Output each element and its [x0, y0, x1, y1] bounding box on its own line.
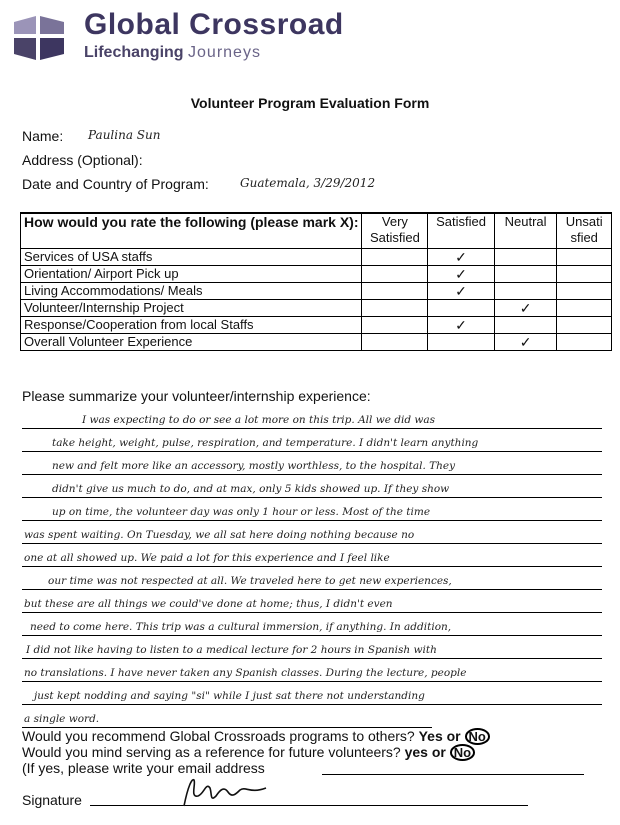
rating-cell[interactable]: ✓	[428, 266, 494, 283]
column-very-satisfied: Very Satisfied	[362, 213, 428, 249]
summary-line-text: one at all showed up. We paid a lot for this experience and I feel like	[24, 552, 390, 564]
summary-line-text: take height, weight, pulse, respiration, and temperature. I didn't learn anything	[52, 437, 479, 449]
rating-cell[interactable]	[494, 283, 557, 300]
email-line[interactable]	[322, 774, 584, 775]
summary-line	[22, 521, 602, 544]
rating-row	[21, 266, 612, 283]
rating-cell[interactable]	[428, 334, 494, 351]
rating-row	[21, 249, 612, 266]
rating-row	[21, 283, 612, 300]
summary-line	[22, 636, 602, 659]
address-label: Address (Optional):	[22, 152, 143, 168]
recommend-yes[interactable]: Yes or	[418, 728, 461, 744]
logo-icon	[8, 12, 68, 64]
summary-line-text: was spent waiting. On Tuesday, we all sat here doing nothing because no	[24, 529, 415, 541]
recommend-no-circled[interactable]: No	[465, 728, 490, 745]
rating-header-row	[21, 213, 612, 249]
rating-cell[interactable]	[557, 334, 612, 351]
rating-cell[interactable]	[362, 300, 428, 317]
rating-cell[interactable]: ✓	[494, 300, 557, 317]
reference-question	[22, 744, 475, 761]
summary-line-text: our time was not respected at all. We traveled here to get new experiences,	[48, 575, 452, 587]
summary-line-text: I was expecting to do or see a lot more on this trip. All we did was	[82, 414, 436, 426]
rating-cell[interactable]	[428, 300, 494, 317]
rating-cell[interactable]	[362, 283, 428, 300]
brand-tagline	[84, 44, 261, 62]
rating-cell[interactable]	[557, 283, 612, 300]
rating-item: Orientation/ Airport Pick up	[21, 266, 362, 283]
column-satisfied: Satisfied	[428, 213, 494, 249]
rating-cell[interactable]	[494, 249, 557, 266]
summary-line-text: I did not like having to listen to a medical lecture for 2 hours in Spanish with	[26, 644, 437, 656]
tagline-light: Journeys	[188, 44, 261, 61]
name-value[interactable]: Paulina Sun	[88, 128, 161, 142]
rating-cell[interactable]	[494, 266, 557, 283]
rating-question: How would you rate the following (please mark X):	[21, 213, 362, 249]
summary-line-text: need to come here. This trip was a cultural immersion, if anything. In addition,	[30, 621, 452, 633]
summary-line	[22, 567, 602, 590]
reference-yes[interactable]: yes or	[404, 744, 446, 760]
summary-line-text: no translations. I have never taken any Spanish classes. During the lecture, people	[24, 667, 467, 679]
summary-line	[22, 406, 602, 429]
rating-cell[interactable]	[362, 317, 428, 334]
summary-line	[22, 613, 602, 636]
rating-cell[interactable]: ✓	[428, 249, 494, 266]
rating-cell[interactable]: ✓	[494, 334, 557, 351]
rating-cell[interactable]	[557, 249, 612, 266]
signature-line[interactable]	[90, 805, 528, 806]
summary-question: Please summarize your volunteer/internship experience:	[22, 388, 371, 404]
summary-line-text: but these are all things we could've done at home; thus, I didn't even	[24, 598, 393, 610]
summary-line	[22, 475, 602, 498]
rating-cell[interactable]	[362, 334, 428, 351]
summary-line	[22, 682, 602, 705]
rating-cell[interactable]: ✓	[428, 317, 494, 334]
column-unsatisfied: Unsati sfied	[557, 213, 612, 249]
rating-cell[interactable]	[362, 249, 428, 266]
summary-line	[22, 659, 602, 682]
name-label: Name:	[22, 128, 64, 144]
recommend-question-text: Would you recommend Global Crossroads programs to others?	[22, 728, 415, 744]
date-country-value[interactable]: Guatemala, 3/29/2012	[240, 176, 376, 190]
rating-cell[interactable]	[557, 300, 612, 317]
brand-name: Global Crossroad	[84, 8, 344, 41]
summary-line	[22, 452, 602, 475]
signature-scribble	[180, 776, 270, 815]
rating-table	[20, 212, 612, 351]
tagline-bold: Lifechanging	[84, 44, 184, 61]
rating-item: Living Accommodations/ Meals	[21, 283, 362, 300]
rating-item: Services of USA staffs	[21, 249, 362, 266]
date-country-label: Date and Country of Program:	[22, 176, 209, 192]
rating-cell[interactable]	[557, 266, 612, 283]
rating-row	[21, 317, 612, 334]
rating-cell[interactable]	[362, 266, 428, 283]
reference-no-circled[interactable]: No	[450, 744, 475, 761]
email-question: (If yes, please write your email address	[22, 760, 265, 776]
reference-question-text: Would you mind serving as a reference for future volunteers?	[22, 744, 401, 760]
summary-lines[interactable]	[22, 406, 602, 728]
summary-line-text: up on time, the volunteer day was only 1 hour or less. Most of the time	[52, 506, 431, 518]
summary-line-text: didn't give us much to do, and at max, only 5 kids showed up. If they show	[52, 483, 450, 495]
summary-line-text: new and felt more like an accessory, mostly worthless, to the hospital. They	[52, 460, 456, 472]
summary-line	[22, 590, 602, 613]
summary-line-text: a single word.	[24, 713, 100, 725]
recommend-question	[22, 728, 490, 745]
summary-line-text: just kept nodding and saying "si" while I just sat there not understanding	[34, 690, 425, 702]
summary-line	[22, 429, 602, 452]
rating-cell[interactable]	[494, 317, 557, 334]
rating-row	[21, 334, 612, 351]
column-neutral: Neutral	[494, 213, 557, 249]
rating-row	[21, 300, 612, 317]
signature-label: Signature	[22, 792, 82, 808]
rating-cell[interactable]	[557, 317, 612, 334]
rating-item: Overall Volunteer Experience	[21, 334, 362, 351]
rating-cell[interactable]: ✓	[428, 283, 494, 300]
form-title: Volunteer Program Evaluation Form	[190, 95, 430, 111]
rating-item: Response/Cooperation from local Staffs	[21, 317, 362, 334]
rating-item: Volunteer/Internship Project	[21, 300, 362, 317]
summary-line	[22, 498, 602, 521]
summary-line	[22, 544, 602, 567]
summary-line	[22, 705, 432, 728]
